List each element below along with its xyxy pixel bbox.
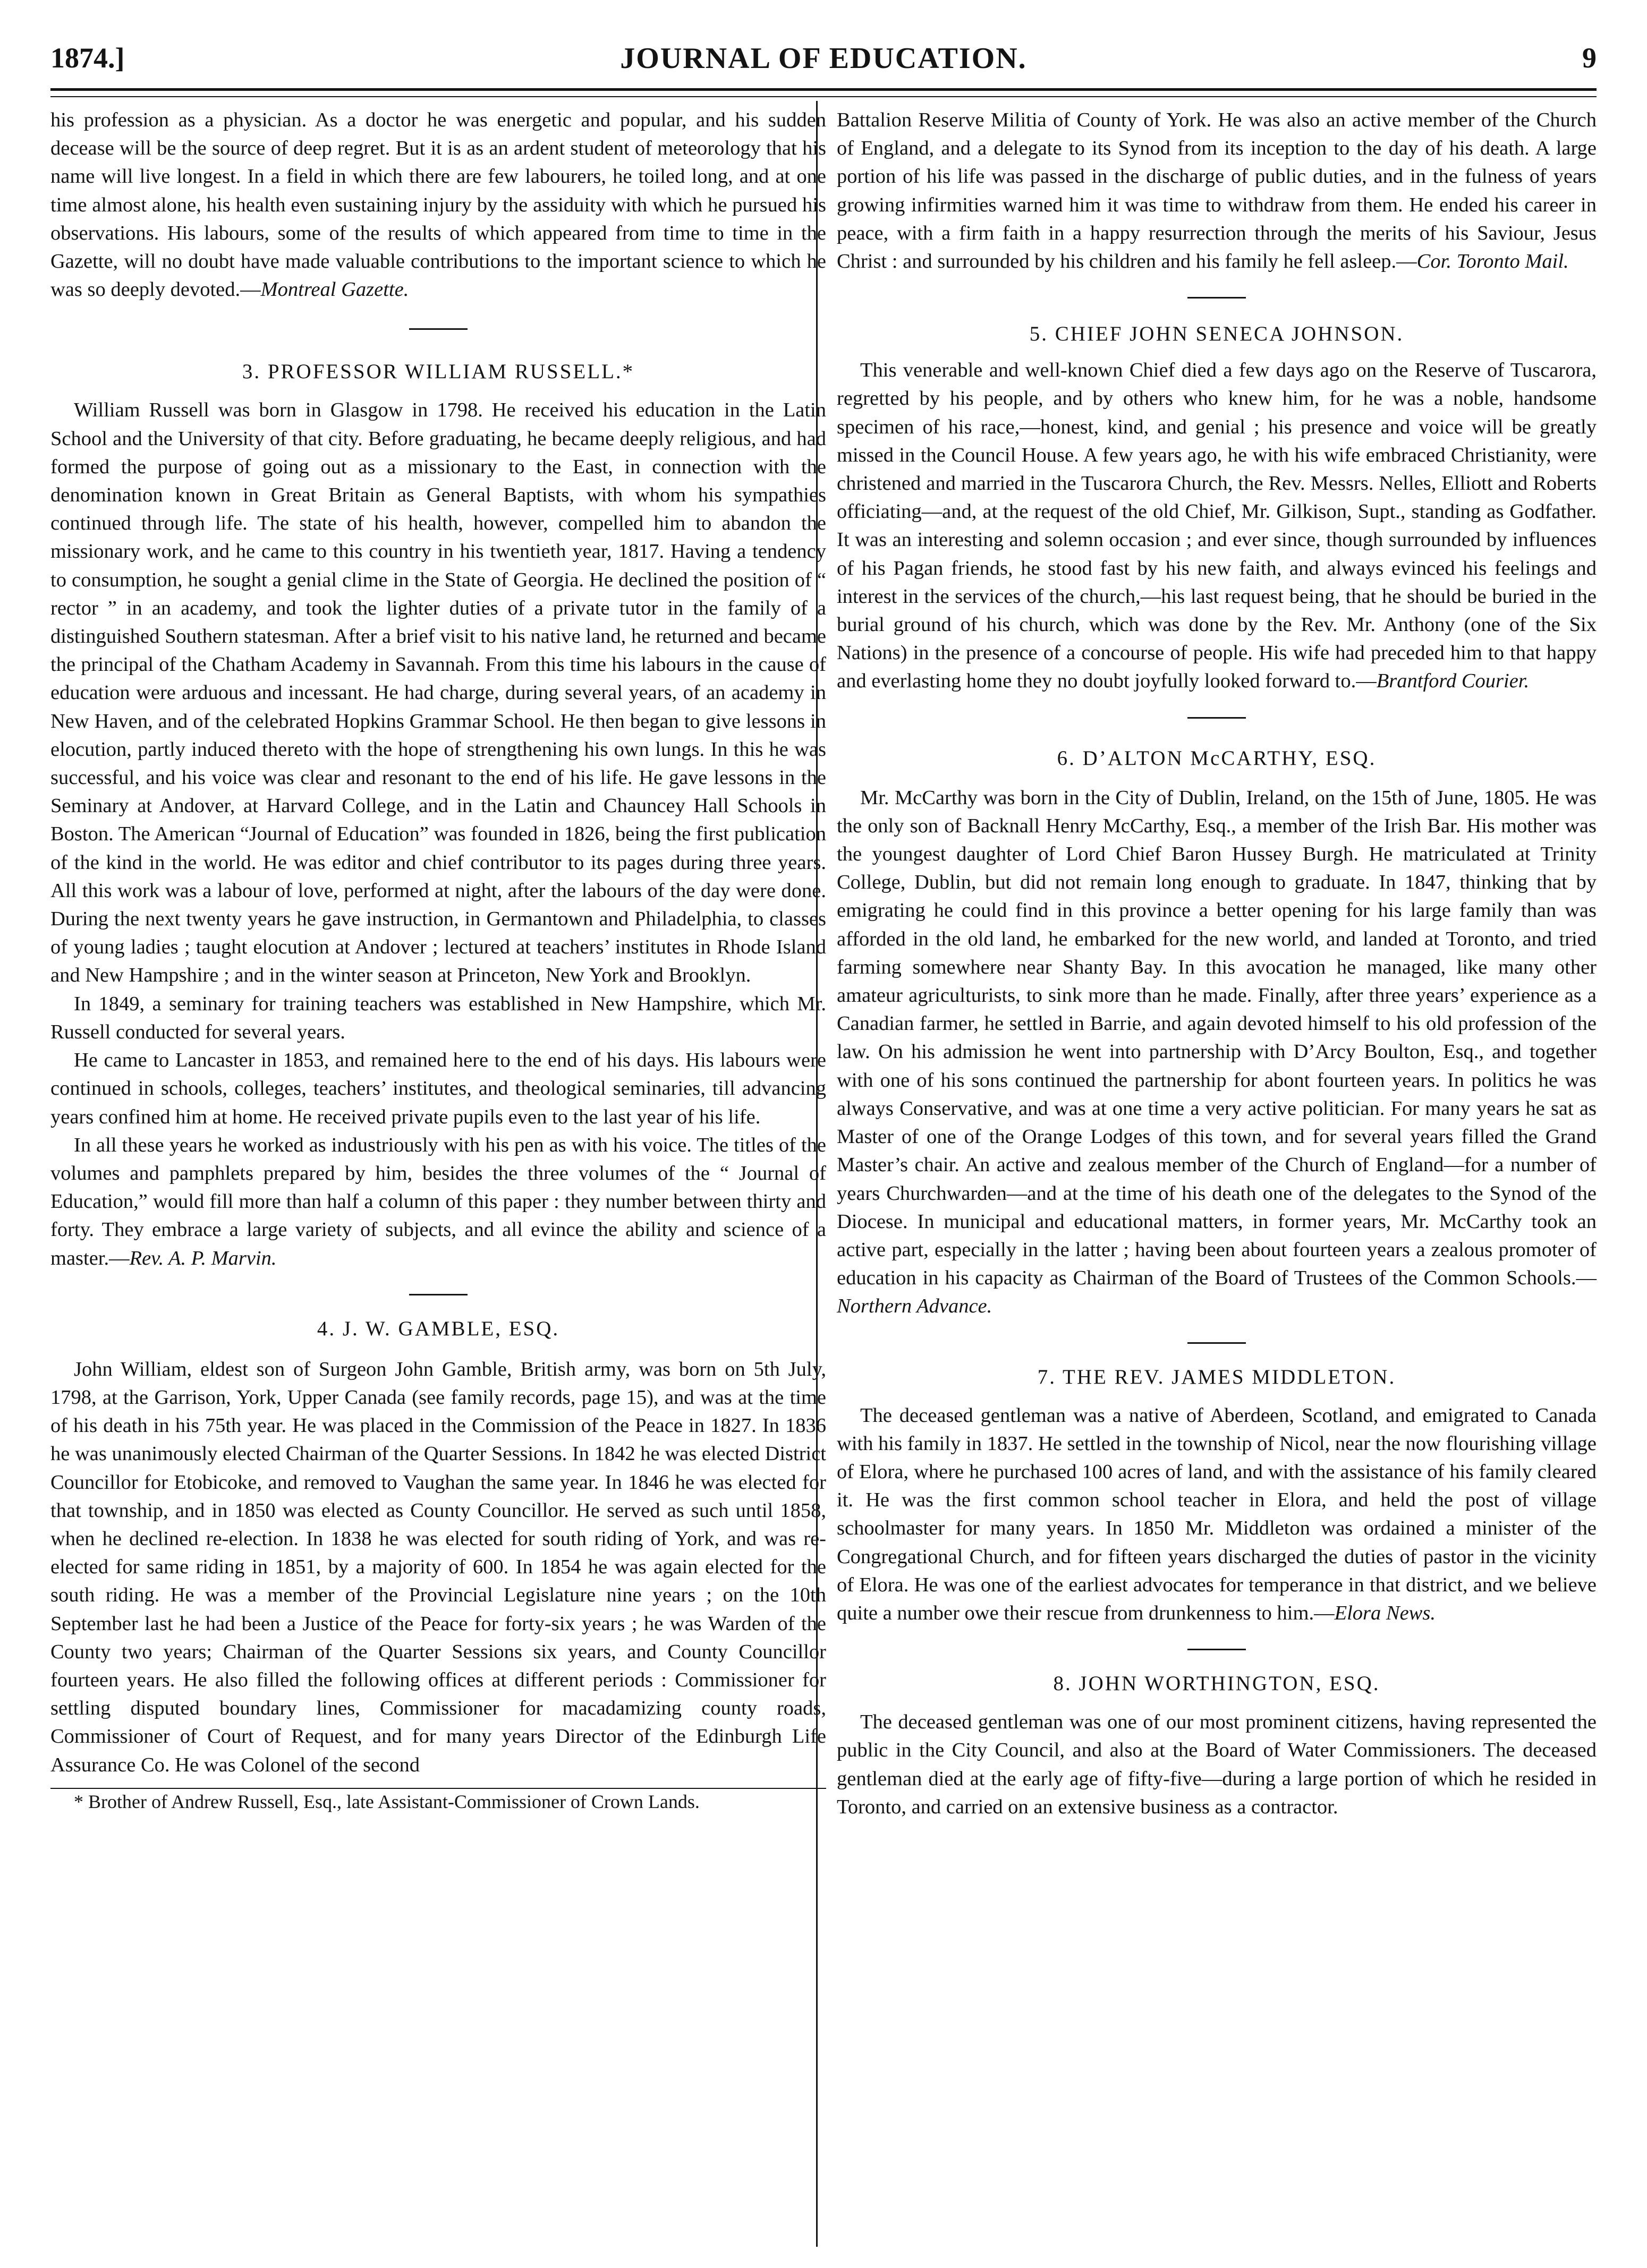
section-title-russell: 3. PROFESSOR WILLIAM RUSSELL.* <box>242 360 635 383</box>
source-citation: Brantford Courier. <box>1376 670 1530 693</box>
middleton-paragraph-1-text: The deceased gentleman was a native of Aberdeen, Scotland, and emigrated to Canada with his family in 1837. He settled in the township of Nicol, near the now flourishing village of Elora, where he purchased 100 acres of land, and with the assistance of his family cleared it. He was the first common school teacher in Elora, and held the post of village schoolmaster for many years. In 1850 Mr. Middleton was ordained a minister of the Congregational Church, and for fifteen years discharged the duties of pastor in the vicinity of Elora. He was one of the earliest advocates for temperance in that district, and we believe quite a number owe their rescue from drunkenness to him.— <box>837 1404 1597 1624</box>
page-header <box>50 41 1597 79</box>
russell-paragraph-1: William Russell was born in Glasgow in 1798. He received his education in the Latin School and the University of that city. Before graduating, he became deeply religious, and had formed the purpose of going out as a missionary to the East, in connection with the denomination known in Great Britain as General Baptists, with whom his sympathies continued through life. The state of his health, however, compelled him to abandon the missionary work, and he came to this country in his twentieth year, 1817. Having a tendency to consumption, he sought a genial clime in the State of Georgia. He declined the position of “ rector ” in an academy, and took the lighter duties of a private tutor in the family of a distinguished Southern statesman. After a brief visit to his native land, he returned and became the principal of the Chatham Academy in Savannah. From this time his labours in the cause of education were arduous and incessant. He had charge, during several years, of an academy in New Haven, and of the celebrated Hopkins Grammar School. He then began to give lessons in elocution, partly induced thereto with the hope of strengthening his own lungs. In this he was successful, and his voice was clear and resonant to the end of his life. He gave lessons in the Seminary at Andover, at Harvard College, and in the Latin and Chauncey Hall Schools in Boston. The American “Journal of Education” was founded in 1826, being the first publication of the kind in the world. He was editor and chief contributor to its pages during three years. All this work was a labour of love, performed at night, after the labours of the day were done. During the next twenty years he gave instruction, in Germantown and Philadelphia, to classes of young ladies ; taught elocution at Andover ; lectured at teachers’ institutes in Rhode Island and New Hampshire ; and in the winter season at Princeton, New York and Brooklyn. <box>50 399 826 987</box>
continued-article <box>837 106 1597 276</box>
mccarthy-paragraph-1 <box>837 784 1597 1321</box>
source-citation: Rev. A. P. Marvin. <box>129 1247 277 1269</box>
header-year: 1874.] <box>50 42 125 74</box>
source-citation: Montreal Gazette. <box>260 278 409 301</box>
page-number: 9 <box>1582 42 1597 74</box>
section-title-worthington: 8. JOHN WORTHINGTON, ESQ. <box>1053 1672 1380 1695</box>
russell-paragraph-2: In 1849, a seminary for training teachers was established in New Hampshire, which Mr. Russell conducted for several years. <box>50 992 826 1043</box>
footnote: * Brother of Andrew Russell, Esq., late Assistant-Commissioner of Crown Lands. <box>74 1790 700 1812</box>
left-column <box>50 106 826 1814</box>
source-citation: Elora News. <box>1334 1601 1436 1624</box>
russell-paragraph-4-text: In all these years he worked as industriously with his pen as with his voice. The titles of the volumes and pamphlets prepared by him, besides the three volumes of the “ Journal of Education,” would fill more than half a column of this paper : they number between thirty and forty. They embrace a large variety of subjects, and all evince the ability and science of a master.— <box>50 1133 826 1269</box>
continued-text: Battalion Reserve Militia of County of York. He was also an active member of the Church of England, and a delegate to its Synod from its inception to the day of his death. A large portion of his life was passed in the discharge of public duties, and in the fulness of years growing infirmities warned him it was time to withdraw from them. He ended his career in peace, with a firm faith in a happy resurrection through the merits of his Saviour, Jesus Christ : and surrounded by his children and his family he fell asleep.— <box>837 109 1597 273</box>
header-rule-thin <box>50 96 1597 97</box>
mccarthy-paragraph-1-text: Mr. McCarthy was born in the City of Dublin, Ireland, on the 15th of June, 1805. He was the only son of Backnall Henry McCarthy, Esq., a member of the Irish Bar. His mother was the youngest daughter of Lord Chief Baron Hussey Burgh. He matriculated at Trinity College, Dublin, but did not remain long enough to graduate. In 1847, thinking that by emigrating he could find in this province a better opening for his large family than was afforded in the old land, he embarked for the new world, and landed at Toronto, and tried farming somewhere near Shanty Bay. In this avocation he managed, like many other amateur agriculturists, to sink more than he made. Finally, after three years’ experience as a Canadian farmer, he settled in Barrie, and again devoted himself to his old profession of the law. On his admission he went into partnership with D’Arcy Boulton, Esq., and together with one of his sons continued the partnership for abont fourteen years. In politics he was always Conservative, and was at one time a very active politician. For many years he sat as Master of one of the Orange Lodges of this town, and for several years filled the Grand Master’s chair. An active and zealous member of the Church of England—for a number of years Churchwarden—and at the time of his death one of the delegates to the Synod of the Diocese. In municipal and educational matters, in former years, Mr. McCarthy took an active part, especially in the latter ; having been about fourteen years a zealous promoter of education in his capacity as Chairman of the Board of Trustees of the Common Schools.— <box>837 786 1597 1290</box>
section-title-mccarthy: 6. D’ALTON McCARTHY, ESQ. <box>1057 746 1377 770</box>
russell-paragraph-4 <box>50 1131 826 1273</box>
section-title-gamble: 4. J. W. GAMBLE, ESQ. <box>317 1317 560 1340</box>
source-citation: Cor. Toronto Mail. <box>1416 250 1569 273</box>
section-title-johnson: 5. CHIEF JOHN SENECA JOHNSON. <box>1029 322 1404 346</box>
worthington-paragraph-1: The deceased gentleman was one of our most prominent citizens, having represented the public in the City Council, and also at the Board of Water Commissioners. The deceased gentleman died at the early age of fifty-five—during a large portion of which he resided in Toronto, and carried on an extensive business as a contractor. <box>837 1711 1597 1818</box>
journal-title: JOURNAL OF EDUCATION. <box>620 42 1027 75</box>
header-rule <box>50 88 1597 91</box>
johnson-paragraph-1-text: This venerable and well-known Chief died a few days ago on the Reserve of Tuscarora, regretted by his people, and by others who knew him, for he was a noble, handsome specimen of his race,—honest, kind, and genial ; his presence and voice will be greatly missed in the Council House. A few years ago, he with his wife embraced Christianity, were christened and married in the Tuscarora Church, the Rev. Messrs. Nelles, Elliott and Roberts officiating—and, at the request of the old Chief, Mr. Gilkison, Supt., standing as Godfather. It was an interesting and solemn occasion ; and ever since, though surrounded by influences of his Pagan friends, he stood fast by his new faith, and always evinced his feelings and interest in the services of the church,—his last request being, that he should be buried in the burial ground of his church, which was done by the Rev. Mr. Anthony (one of the Six Nations) in the presence of a concourse of people. His wife had preceded him to that happy and everlasting home they no doubt joyfully looked forward to.— <box>837 359 1597 693</box>
continued-article <box>50 106 826 304</box>
section-title-middleton: 7. THE REV. JAMES MIDDLETON. <box>1037 1365 1396 1388</box>
source-citation: Northern Advance. <box>837 1295 992 1318</box>
middleton-paragraph-1 <box>837 1402 1597 1628</box>
gamble-paragraph-1: John William, eldest son of Surgeon John Gamble, British army, was born on 5th July, 1798, at the Garrison, York, Upper Canada (see family records, page 15), and was at the time of his death in his 75th year. He was placed in the Commission of the Peace in 1827. In 1836 he was unanimously elected Chairman of the Quarter Sessions. In 1842 he was elected District Councillor for Etobicoke, and removed to Vaughan the same year. In 1846 he was elected for that township, and in 1850 was elected as County Councillor. He served as such until 1858, when he declined re-election. In 1838 he was elected for south riding of York, and was re-elected for same riding in 1851, by a majority of 600. In 1854 he was again elected for the south riding. He was a member of the Provincial Legislature nine years ; on the 10th September last he had been a Justice of the Peace for forty-six years ; he was Warden of the County two years; Chairman of the Quarter Sessions six years, and County Councillor fourteen years. He also filled the following offices at different periods : Commissioner for settling disputed boundary lines, Commissioner for macadamizing county roads, Commissioner of Court of Request, and for many years Director of the Edinburgh Life Assurance Co. He was Colonel of the second <box>50 1358 826 1776</box>
right-column <box>837 106 1597 1821</box>
johnson-paragraph-1 <box>837 356 1597 695</box>
russell-paragraph-3: He came to Lancaster in 1853, and remained here to the end of his days. His labours were continued in schools, colleges, teachers’ institutes, and theological seminaries, till advancing years confined him at home. He received private pupils even to the last year of his life. <box>50 1049 826 1128</box>
continued-text: his profession as a physician. As a doctor he was energetic and popular, and his sudden decease will be the source of deep regret. But it is as an ardent student of meteorology that his name will live longest. In a field in which there are few labourers, he toiled long, and at one time almost alone, his health even sustaining injury by the assiduity with which he pursued his observations. His labours, some of the results of which appeared from time to time in the Gazette, will no doubt have made valuable contributions to the important science to which he was so deeply devoted.— <box>50 109 826 301</box>
